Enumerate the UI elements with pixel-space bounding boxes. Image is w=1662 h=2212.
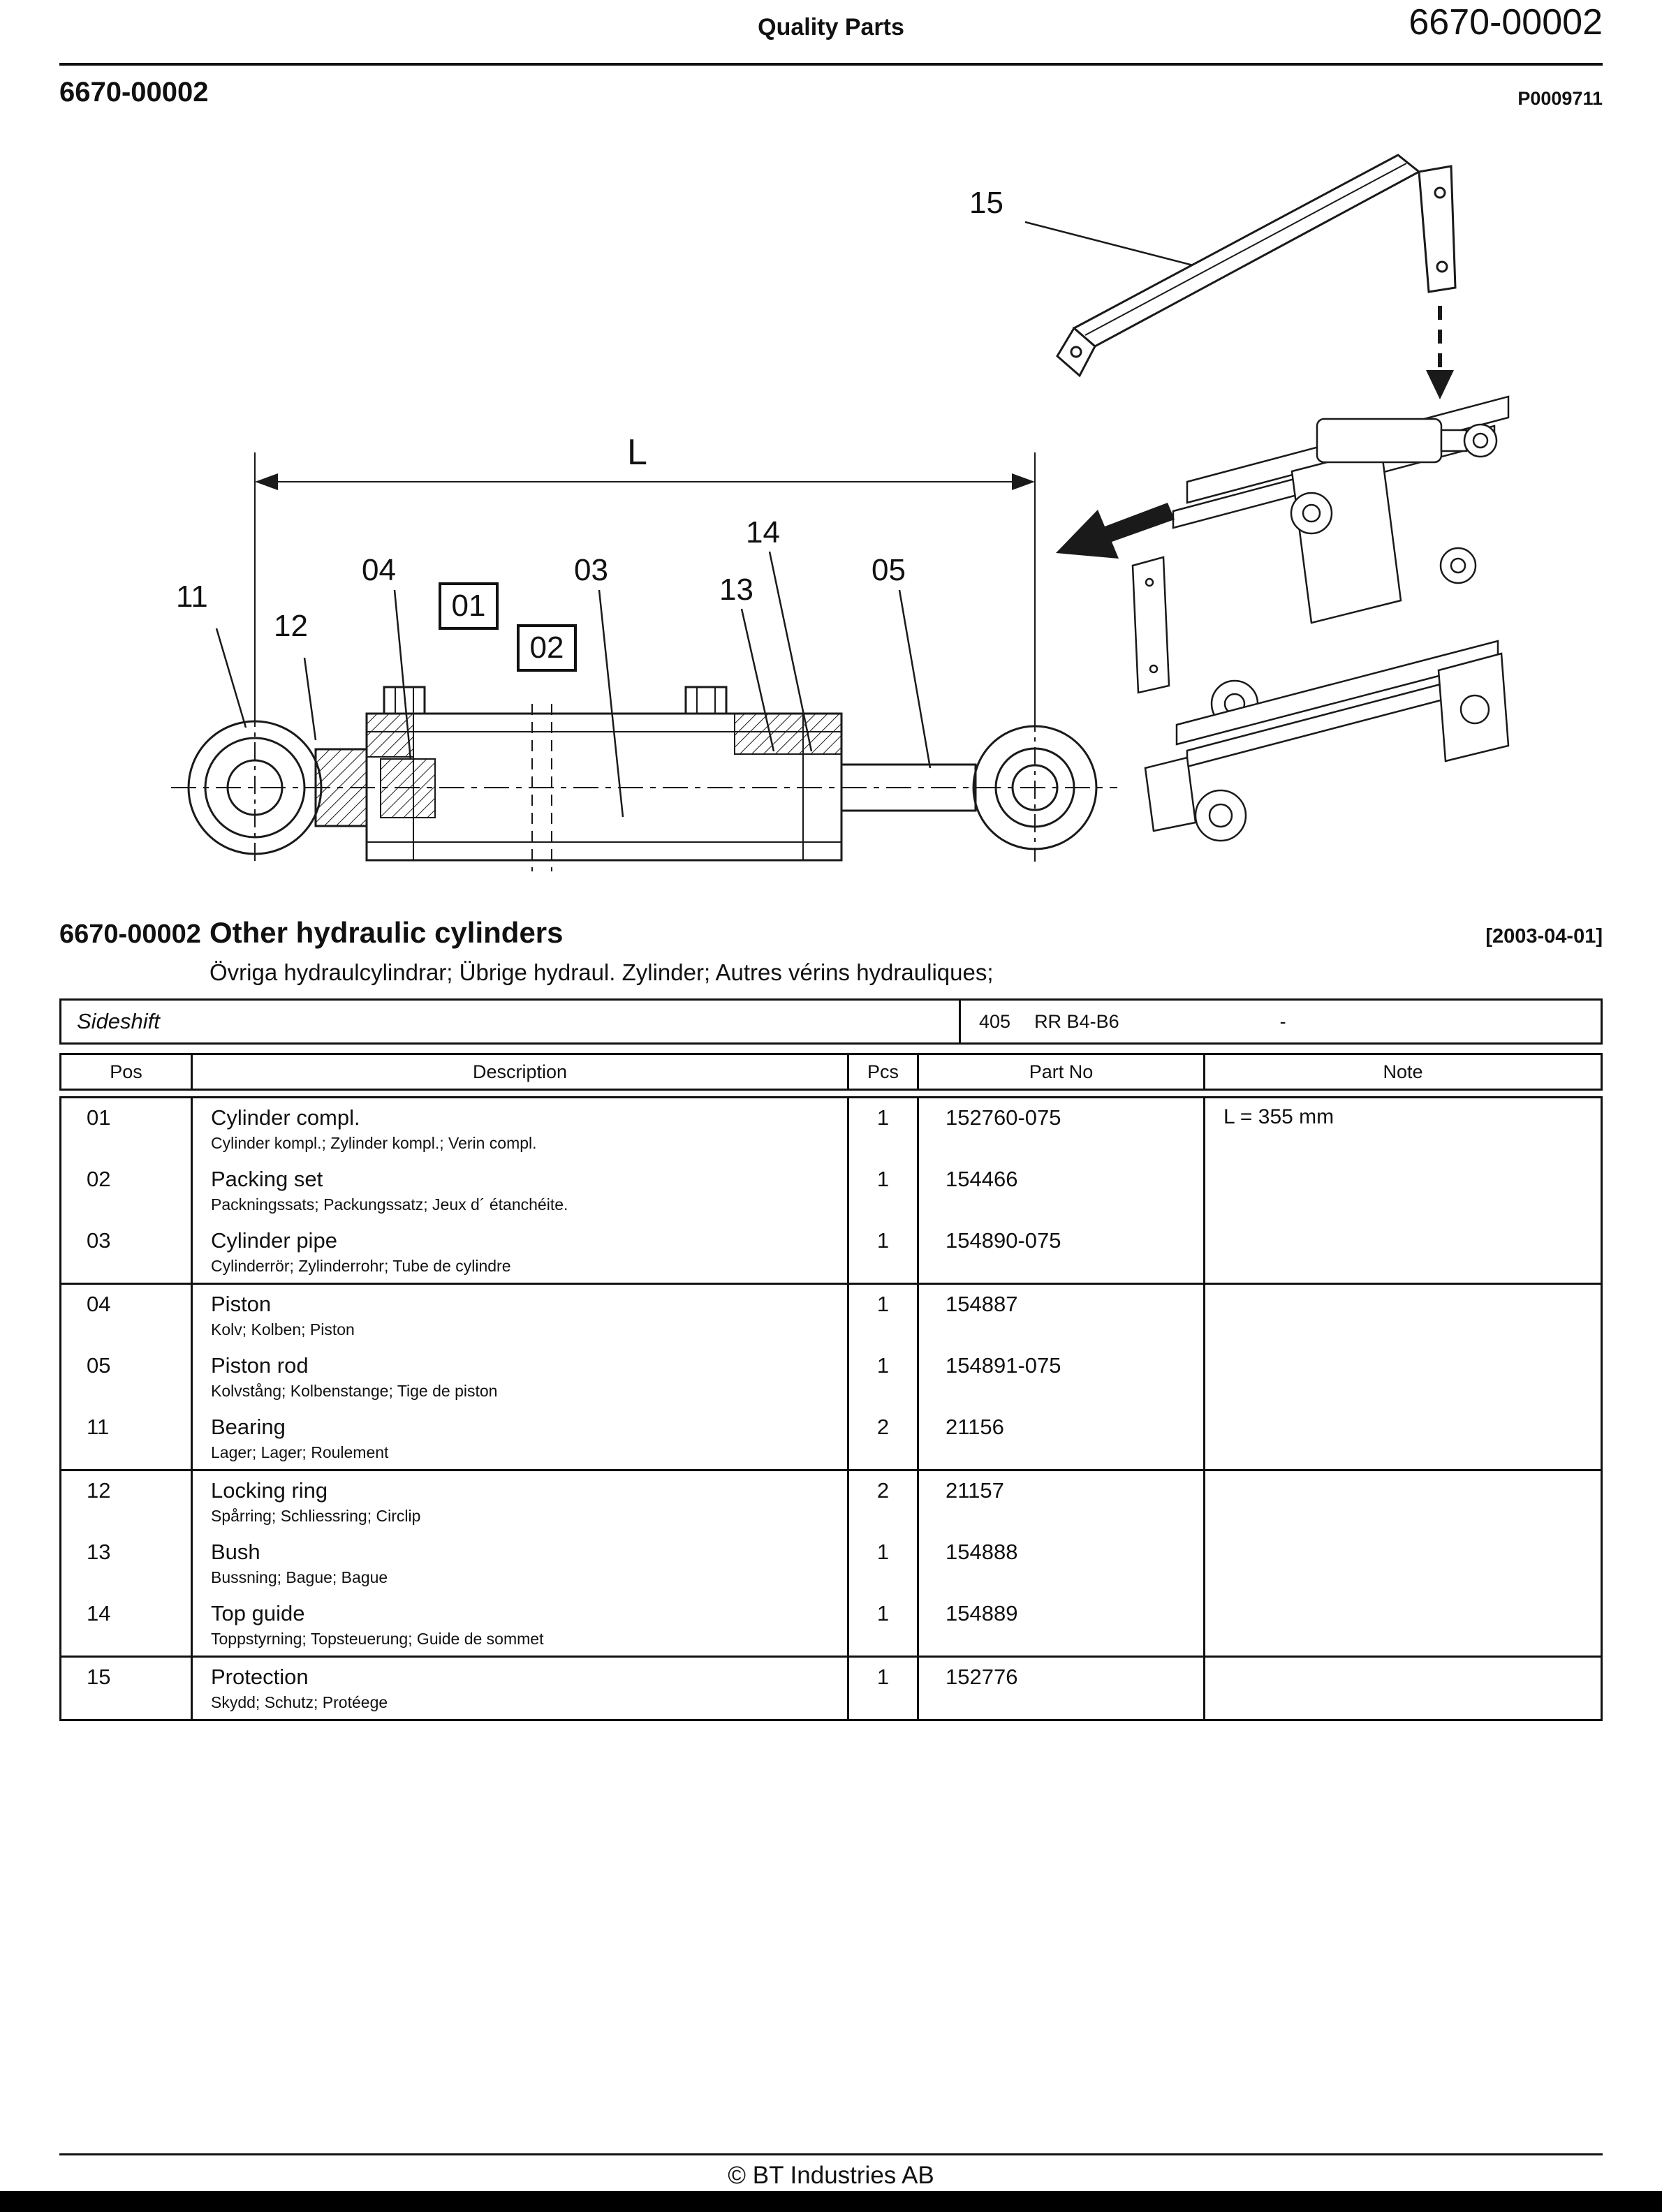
callout-03: 03 [574, 553, 608, 587]
callout-11: 11 [176, 580, 208, 614]
row-desc-main: Locking ring [211, 1478, 328, 1503]
variant-header-row [59, 998, 1603, 1045]
row-description [191, 1658, 847, 1719]
row-pcs: 2 [847, 1471, 917, 1533]
table-row [61, 1346, 1601, 1408]
row-desc-sub: Cylinder kompl.; Zylinder kompl.; Verin compl. [211, 1134, 537, 1152]
dimension-lines [255, 452, 1035, 730]
row-desc-main: Cylinder compl. [211, 1105, 360, 1130]
row-part-no: 21156 [917, 1408, 1203, 1469]
row-pos: 03 [87, 1228, 111, 1253]
row-pcs: 1 [847, 1160, 917, 1221]
table-row [61, 1533, 1601, 1594]
callout-15: 15 [969, 186, 1003, 220]
footer-black-bar [0, 2191, 1662, 2212]
row-pos: 04 [87, 1292, 111, 1316]
callout-13: 13 [719, 573, 753, 607]
table-group [59, 1469, 1603, 1658]
row-pcs: 1 [847, 1221, 917, 1283]
page-header-doc-number: 6670-00002 [1409, 2, 1603, 43]
row-desc-sub: Skydd; Schutz; Protéege [211, 1693, 388, 1711]
row-desc-sub: Kolv; Kolben; Piston [211, 1320, 355, 1339]
row-part-no: 154889 [917, 1594, 1203, 1656]
table-row [61, 1221, 1601, 1283]
table-row [61, 1471, 1601, 1533]
section-number: 6670-00002 [59, 920, 201, 949]
row-note [1203, 1221, 1601, 1283]
table-row [61, 1408, 1601, 1469]
row-description [191, 1594, 847, 1656]
row-part-no: 154888 [917, 1533, 1203, 1594]
row-part-no: 154466 [917, 1160, 1203, 1221]
row-note [1203, 1658, 1601, 1719]
row-note [1203, 1533, 1601, 1594]
callout-04: 04 [362, 553, 396, 587]
row-desc-main: Cylinder pipe [211, 1228, 337, 1253]
row-note [1203, 1594, 1601, 1656]
photo-ref: P0009711 [1517, 88, 1603, 109]
protection-bracket-drawing [1057, 155, 1455, 376]
row-pcs: 1 [847, 1533, 917, 1594]
mount-arrow-dashed [1426, 306, 1454, 399]
callout-12: 12 [274, 609, 308, 643]
row-description [191, 1408, 847, 1469]
callout-14: 14 [746, 515, 780, 550]
variant-name: Sideshift [77, 1009, 160, 1033]
row-desc-main: Bearing [211, 1415, 286, 1439]
page-header-title: Quality Parts [758, 14, 904, 40]
table-column-headers [59, 1053, 1603, 1091]
parts-table [59, 998, 1603, 1721]
col-header-pcs: Pcs [847, 1055, 917, 1089]
callout-01: 01 [439, 582, 499, 630]
row-pcs: 2 [847, 1408, 917, 1469]
col-header-note: Note [1203, 1055, 1601, 1089]
row-description [191, 1160, 847, 1221]
row-desc-sub: Packningssats; Packungssatz; Jeux d´ étanchéite. [211, 1195, 568, 1214]
row-pcs: 1 [847, 1346, 917, 1408]
row-desc-main: Piston [211, 1292, 272, 1316]
variant-info [959, 1001, 1603, 1042]
row-part-no: 154890-075 [917, 1221, 1203, 1283]
section-date: [2003-04-01] [1485, 925, 1603, 948]
row-desc-sub: Bussning; Bague; Bague [211, 1568, 388, 1586]
section-subtitle: Övriga hydraulcylindrar; Übrige hydraul. Zylinder; Autres vérins hydrauliques; [209, 959, 994, 985]
row-pcs: 1 [847, 1285, 917, 1346]
table-row [61, 1594, 1601, 1656]
row-note [1203, 1471, 1601, 1533]
row-description [191, 1346, 847, 1408]
row-desc-main: Piston rod [211, 1353, 309, 1378]
row-pos: 15 [87, 1665, 111, 1689]
technical-diagram [0, 119, 1662, 915]
variant-code: 405 [979, 1010, 1011, 1032]
direction-arrow [1056, 503, 1175, 559]
row-note [1203, 1346, 1601, 1408]
header-rule [59, 63, 1603, 66]
row-desc-main: Protection [211, 1665, 309, 1689]
row-pos: 01 [87, 1105, 111, 1130]
table-group [59, 1096, 1603, 1285]
row-description [191, 1285, 847, 1346]
table-row [61, 1098, 1601, 1160]
row-desc-main: Top guide [211, 1601, 305, 1625]
row-description [191, 1098, 847, 1160]
table-group [59, 1656, 1603, 1721]
row-description [191, 1471, 847, 1533]
row-pos: 12 [87, 1478, 111, 1503]
row-part-no: 154887 [917, 1285, 1203, 1346]
doc-number: 6670-00002 [59, 77, 209, 108]
row-description [191, 1533, 847, 1594]
col-header-description: Description [191, 1055, 847, 1089]
row-pos: 14 [87, 1601, 111, 1625]
section-title: Other hydraulic cylinders [209, 916, 564, 949]
row-pos: 05 [87, 1353, 111, 1378]
row-desc-sub: Toppstyrning; Topsteuerung; Guide de sommet [211, 1630, 544, 1648]
row-note [1203, 1160, 1601, 1221]
callout-02: 02 [517, 624, 577, 672]
footer-rule [59, 2153, 1603, 2155]
row-description [191, 1221, 847, 1283]
table-group [59, 1283, 1603, 1471]
row-desc-main: Bush [211, 1540, 260, 1564]
table-row [61, 1160, 1601, 1221]
callout-05: 05 [872, 553, 906, 587]
row-part-no: 152776 [917, 1658, 1203, 1719]
dimension-label: L [627, 432, 647, 473]
row-note [1203, 1408, 1601, 1469]
row-pos: 13 [87, 1540, 111, 1564]
col-header-pos: Pos [110, 1061, 142, 1082]
footer-copyright: © BT Industries AB [728, 2162, 934, 2189]
technical-drawing-svg [0, 119, 1662, 915]
row-pcs: 1 [847, 1594, 917, 1656]
table-row [61, 1658, 1601, 1719]
row-part-no: 154891-075 [917, 1346, 1203, 1408]
row-desc-sub: Kolvstång; Kolbenstange; Tige de piston [211, 1382, 498, 1400]
sideshift-assembly-drawing [1133, 397, 1508, 841]
row-pos: 02 [87, 1167, 111, 1191]
row-pos: 11 [87, 1415, 110, 1439]
row-desc-sub: Cylinderrör; Zylinderrohr; Tube de cylindre [211, 1257, 511, 1275]
row-note [1203, 1285, 1601, 1346]
row-pcs: 1 [847, 1098, 917, 1160]
row-desc-sub: Lager; Lager; Roulement [211, 1443, 389, 1461]
row-part-no: 152760-075 [917, 1098, 1203, 1160]
variant-model: RR B4-B6 [1034, 1010, 1119, 1032]
variant-dash: - [1279, 1010, 1286, 1032]
row-note: L = 355 mm [1203, 1098, 1601, 1160]
section-heading [59, 916, 1603, 950]
row-part-no: 21157 [917, 1471, 1203, 1533]
row-desc-main: Packing set [211, 1167, 323, 1191]
row-desc-sub: Spårring; Schliessring; Circlip [211, 1507, 421, 1525]
col-header-part-no: Part No [917, 1055, 1203, 1089]
table-row [61, 1285, 1601, 1346]
row-pcs: 1 [847, 1658, 917, 1719]
